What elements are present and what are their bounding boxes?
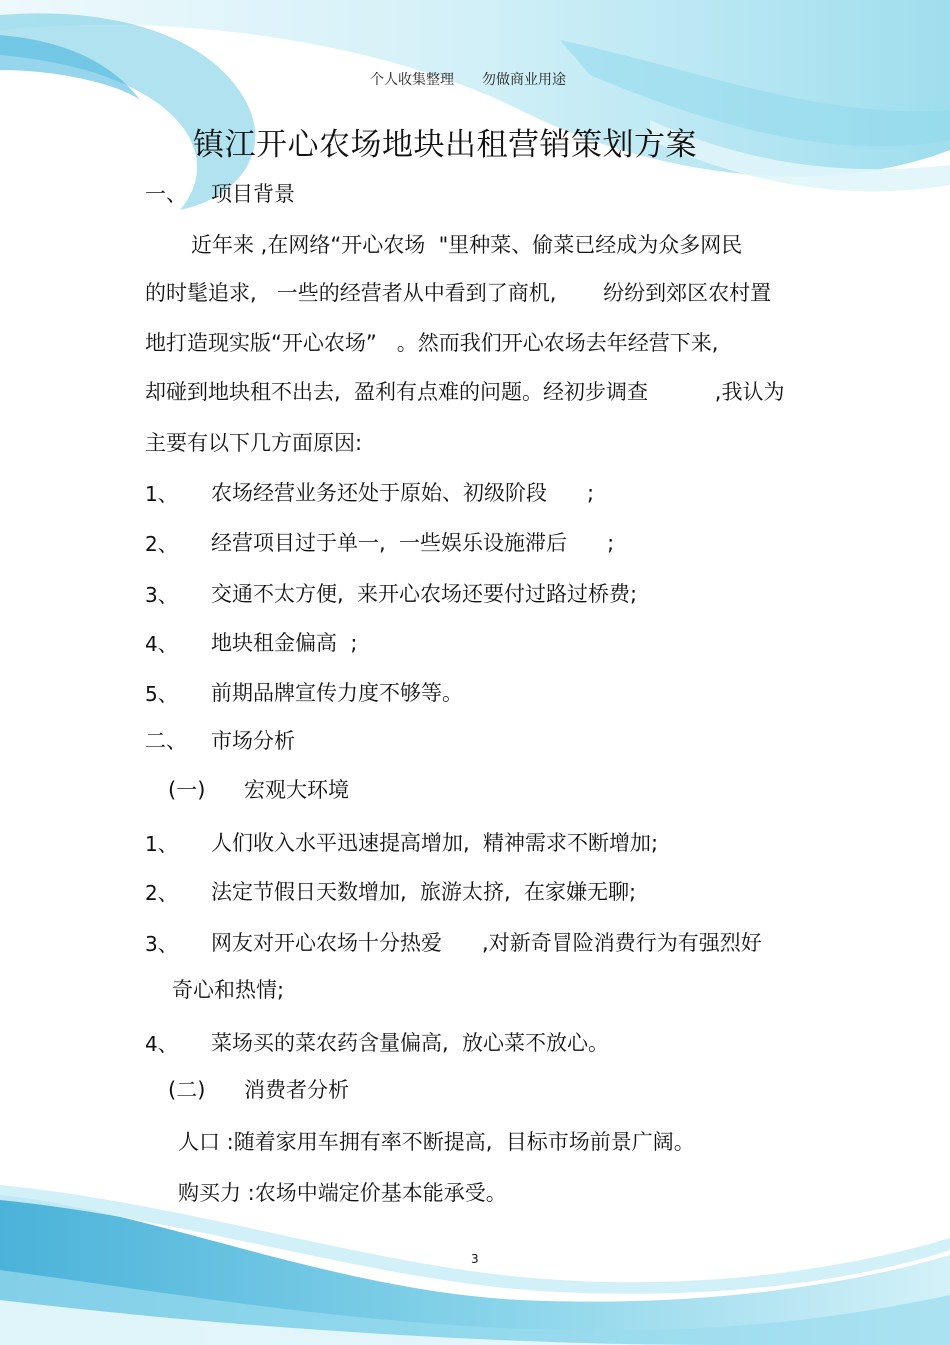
section1-number: 一、 <box>145 182 187 206</box>
list-item-text: 菜场买的菜农药含量偏高, 放心菜不放心。 <box>211 1031 610 1055</box>
list-item-number: 1、 <box>145 482 178 506</box>
section2-number: 二、 <box>145 729 187 753</box>
list-item-text: 地块租金偏高 ; <box>211 631 358 655</box>
list-item-number: 4、 <box>145 1032 178 1056</box>
list-item-continuation: 奇心和热情; <box>172 978 285 1002</box>
list-item-number: 5、 <box>145 682 178 706</box>
consumer-analysis-line: 人口 :随着家用车拥有率不断提高, 目标市场前景广阔。 <box>178 1130 695 1154</box>
subsection2-number: (二) <box>168 1078 206 1102</box>
section1-heading: 项目背景 <box>211 182 295 206</box>
background-paragraph-line: 地打造现实版“开心农场” 。然而我们开心农场去年经营下来, <box>145 331 719 355</box>
list-item-text: 交通不太方便, 来开心农场还要付过路过桥费; <box>211 582 638 606</box>
background-paragraph-line: 近年来 ,在网络“开心农场 "里种菜、偷菜已经成为众多网民 <box>191 233 743 257</box>
section2-heading: 市场分析 <box>211 729 295 753</box>
list-item-text: 网友对开心农场十分热爱 ,对新奇冒险消费行为有强烈好 <box>211 931 762 955</box>
list-item-number: 2、 <box>145 881 178 905</box>
subsection1-heading: 宏观大环境 <box>244 778 349 802</box>
document-title: 镇江开心农场地块出租营销策划方案 <box>193 127 697 163</box>
list-item-number: 4、 <box>145 632 178 656</box>
subsection1-number: (一) <box>168 778 206 802</box>
background-paragraph-line: 主要有以下几方面原因: <box>145 431 363 455</box>
list-item-text: 前期品牌宣传力度不够等。 <box>211 681 463 705</box>
header-watermark-note: 个人收集整理 勿做商业用途 <box>370 72 566 88</box>
list-item-text: 人们收入水平迅速提高增加, 精神需求不断增加; <box>211 831 659 855</box>
list-item-number: 2、 <box>145 532 178 556</box>
list-item-text: 法定节假日天数增加, 旅游太挤, 在家嫌无聊; <box>211 880 637 904</box>
list-item-number: 3、 <box>145 932 178 956</box>
list-item-text: 经营项目过于单一, 一些娱乐设施滞后 ; <box>211 531 615 555</box>
list-item-number: 1、 <box>145 832 178 856</box>
consumer-analysis-line: 购买力 :农场中端定价基本能承受。 <box>178 1181 507 1205</box>
subsection2-heading: 消费者分析 <box>244 1078 349 1102</box>
background-paragraph-line: 的时髦追求, 一些的经营者从中看到了商机, 纷纷到郊区农村置 <box>145 281 772 305</box>
page-number: 3 <box>471 1252 479 1266</box>
list-item-number: 3、 <box>145 583 178 607</box>
background-paragraph-line: 却碰到地块租不出去, 盈利有点难的问题。经初步调查 ,我认为 <box>145 380 785 404</box>
list-item-text: 农场经营业务还处于原始、初级阶段 ; <box>211 481 595 505</box>
